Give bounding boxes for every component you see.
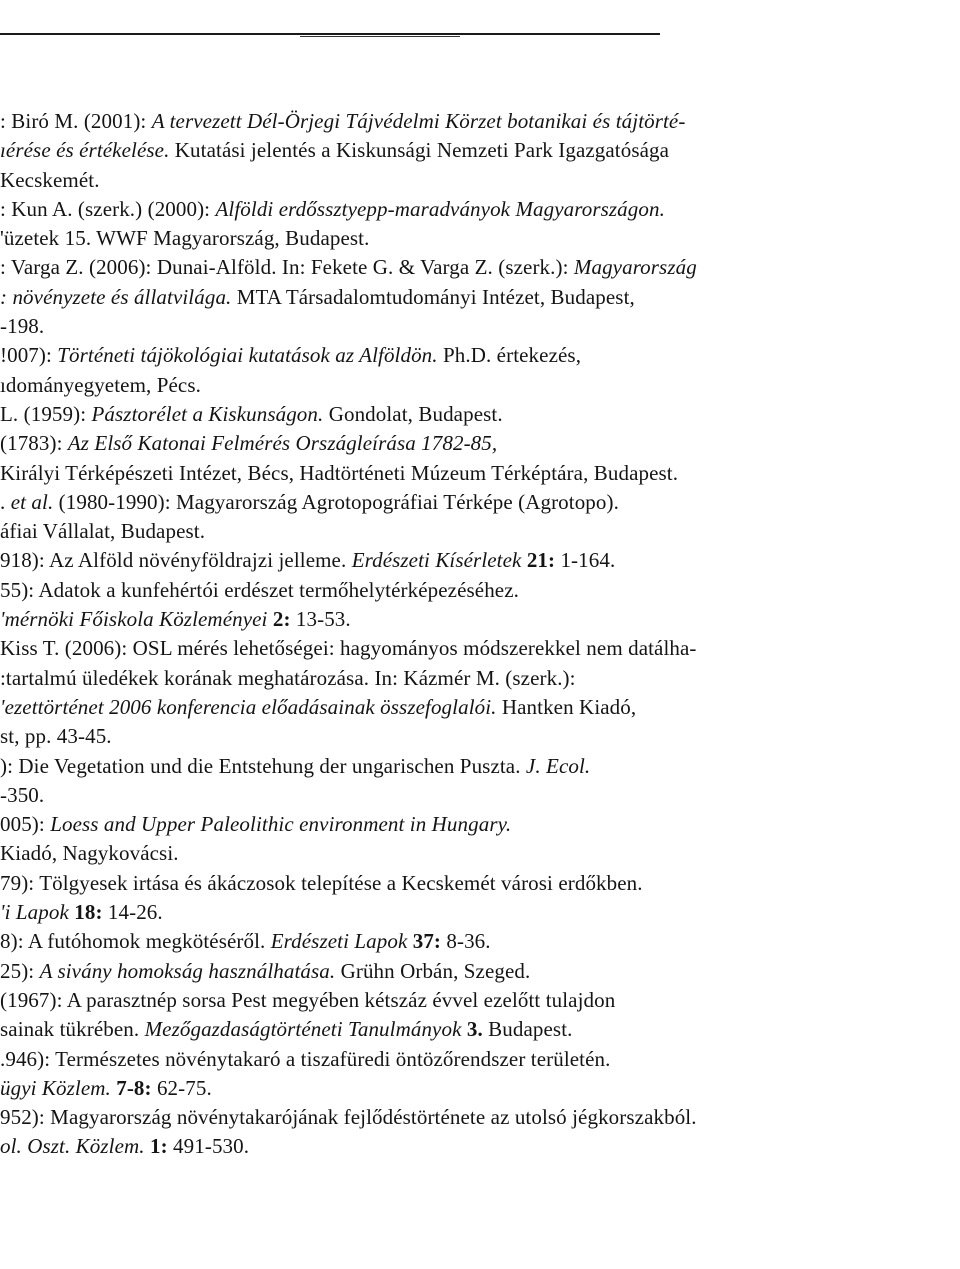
citation-text-segment: Gondolat, Budapest. <box>323 401 503 426</box>
italic-title-segment: A tervezett Dél-Örjegi Tájvédelmi Körzet botanikai és tájtörté- <box>151 109 686 133</box>
citation-text-segment: MTA Társadalomtudományi Intézet, Budapest, <box>231 284 635 309</box>
reference-line <box>0 1015 960 1044</box>
citation-text-segment: ıdományegyetem, Pécs. <box>0 372 201 397</box>
citation-text-segment: -350. <box>0 782 45 807</box>
citation-text-segment: 491-530. <box>167 1134 250 1159</box>
reference-line <box>0 459 960 488</box>
top-rule <box>0 33 660 35</box>
volume-number-segment: 1: <box>150 1134 168 1159</box>
citation-text-segment: st, pp. 43-45. <box>0 724 112 749</box>
reference-line <box>0 1103 960 1132</box>
citation-text-segment: 8): A futóhomok megkötéséről. <box>0 929 271 954</box>
reference-list <box>0 107 960 1162</box>
reference-line <box>0 166 960 195</box>
citation-text-segment: : Kun A. (szerk.) (2000): <box>0 196 216 221</box>
top-rule-dash <box>300 36 460 37</box>
reference-line <box>0 400 960 429</box>
reference-line <box>0 1132 960 1161</box>
volume-number-segment: 21: <box>526 548 556 573</box>
citation-text-segment: Kiss T. (2006): OSL mérés lehetőségei: hagyományos módszerekkel nem datálha- <box>0 636 697 661</box>
citation-text-segment: 55): Adatok a kunfehértói erdészet termőhelytérképezéséhez. <box>0 577 519 602</box>
italic-title-segment: J. Ecol. <box>525 753 591 778</box>
reference-line <box>0 957 960 986</box>
italic-title-segment: A sivány homokság használhatása. <box>39 958 336 983</box>
citation-text-segment: : Biró M. (2001): <box>0 109 152 133</box>
volume-number-segment: 37: <box>412 929 442 954</box>
reference-line <box>0 781 960 810</box>
citation-text-segment: Hantken Kiadó, <box>496 694 637 719</box>
italic-title-segment: : növényzete és állatvilága. <box>0 284 232 309</box>
citation-text-segment: 13-53. <box>290 607 351 632</box>
reference-line <box>0 341 960 370</box>
reference-line <box>0 1045 960 1074</box>
volume-number-segment: 18: <box>74 900 103 925</box>
reference-line <box>0 488 960 517</box>
reference-line <box>0 986 960 1015</box>
reference-line <box>0 517 960 546</box>
reference-line <box>0 605 960 634</box>
reference-line <box>0 107 960 136</box>
reference-line <box>0 283 960 312</box>
italic-title-segment: Erdészeti Kísérletek <box>351 548 522 573</box>
italic-title-segment: ügyi Közlem. <box>0 1075 111 1100</box>
italic-title-segment: Loess and Upper Paleolithic environment in Hungary. <box>50 812 512 837</box>
citation-text-segment: Kutatási jelentés a Kiskunsági Nemzeti Park Igazgatósága <box>169 138 670 163</box>
citation-text-segment: Kecskemét. <box>0 167 100 192</box>
italic-title-segment: 'ezettörténet 2006 konferencia előadásainak összefoglalói. <box>0 694 497 719</box>
volume-number-segment: 7-8: <box>116 1075 152 1100</box>
citation-text-segment: 952): Magyarország növénytakarójának fejlődéstörténete az utolsó jégkorszakból. <box>0 1105 697 1130</box>
italic-title-segment: et al. <box>10 489 54 514</box>
reference-line <box>0 634 960 663</box>
reference-line <box>0 312 960 341</box>
reference-line <box>0 136 960 165</box>
reference-line <box>0 810 960 839</box>
citation-text-segment: 62-75. <box>151 1075 212 1100</box>
citation-text-segment: Budapest. <box>482 1017 573 1042</box>
italic-title-segment: Magyarország <box>573 255 697 280</box>
reference-line <box>0 253 960 282</box>
citation-text-segment: :tartalmú üledékek korának meghatározása. In: Kázmér M. (szerk.): <box>0 665 576 690</box>
citation-text-segment: !007): <box>0 343 58 368</box>
citation-text-segment: (1783): <box>0 431 68 456</box>
italic-title-segment: 'mérnöki Főiskola Közleményei <box>0 607 268 632</box>
citation-text-segment: Ph.D. értekezés, <box>437 343 582 368</box>
italic-title-segment: Alföldi erdőssztyepp-maradványok Magyarországon. <box>215 196 665 221</box>
citation-text-segment: .946): Természetes növénytakaró a tiszafüredi öntözőrendszer területén. <box>0 1046 611 1071</box>
reference-line <box>0 898 960 927</box>
reference-line <box>0 1074 960 1103</box>
citation-text-segment: 14-26. <box>102 900 163 925</box>
reference-line <box>0 429 960 458</box>
reference-line <box>0 839 960 868</box>
citation-text-segment: sainak tükrében. <box>0 1017 145 1042</box>
citation-text-segment: : Varga Z. (2006): Dunai-Alföld. In: Fekete G. & Varga Z. (szerk.): <box>0 255 574 280</box>
citation-text-segment: ): Die Vegetation und die Entstehung der ungarischen Puszta. <box>0 753 526 778</box>
citation-text-segment: 1-164. <box>555 548 616 573</box>
italic-title-segment: Erdészeti Lapok <box>270 929 408 954</box>
volume-number-segment: 3. <box>466 1017 483 1042</box>
citation-text-segment: Királyi Térképészeti Intézet, Bécs, Hadtörténeti Múzeum Térképtára, Budapest. <box>0 460 679 485</box>
citation-text-segment: Grühn Orbán, Szeged. <box>335 958 531 983</box>
reference-line <box>0 752 960 781</box>
reference-line <box>0 224 960 253</box>
reference-line <box>0 693 960 722</box>
reference-line <box>0 664 960 693</box>
citation-text-segment: 25): <box>0 958 40 983</box>
citation-text-segment: 8-36. <box>441 929 491 954</box>
volume-number-segment: 2: <box>272 607 291 632</box>
reference-line <box>0 195 960 224</box>
citation-text-segment: 918): Az Alföld növényföldrajzi jelleme. <box>0 548 352 573</box>
italic-title-segment: Mezőgazdaságtörténeti Tanulmányok <box>144 1017 462 1042</box>
reference-line <box>0 722 960 751</box>
italic-title-segment: Történeti tájökológiai kutatások az Alföldön. <box>57 343 438 368</box>
reference-line <box>0 927 960 956</box>
reference-line <box>0 576 960 605</box>
reference-line <box>0 869 960 898</box>
citation-text-segment: 'üzetek 15. WWF Magyarország, Budapest. <box>0 226 370 251</box>
citation-text-segment: (1980-1990): Magyarország Agrotopográfiai Térképe (Agrotopo). <box>53 489 619 514</box>
italic-title-segment: Pásztorélet a Kiskunságon. <box>91 401 324 426</box>
italic-title-segment: Az Első Katonai Felmérés Országleírása 1782-85, <box>67 431 498 456</box>
italic-title-segment: 'i Lapok <box>0 900 69 925</box>
citation-text-segment: (1967): A parasztnép sorsa Pest megyében kétszáz évvel ezelőtt tulajdon <box>0 987 616 1012</box>
reference-line <box>0 371 960 400</box>
citation-text-segment: Kiadó, Nagykovácsi. <box>0 841 179 866</box>
citation-text-segment: áfiai Vállalat, Budapest. <box>0 519 206 544</box>
citation-text-segment: 005): <box>0 812 51 837</box>
citation-text-segment: 79): Tölgyesek irtása és ákáczosok telepítése a Kecskemét városi erdőkben. <box>0 870 643 895</box>
reference-line <box>0 546 960 575</box>
italic-title-segment: ol. Oszt. Közlem. <box>0 1134 145 1159</box>
citation-text-segment: L. (1959): <box>0 401 92 426</box>
citation-text-segment: -198. <box>0 314 45 339</box>
citation-text-segment: . <box>0 489 11 514</box>
italic-title-segment: ıérése és értékelése. <box>0 138 170 163</box>
